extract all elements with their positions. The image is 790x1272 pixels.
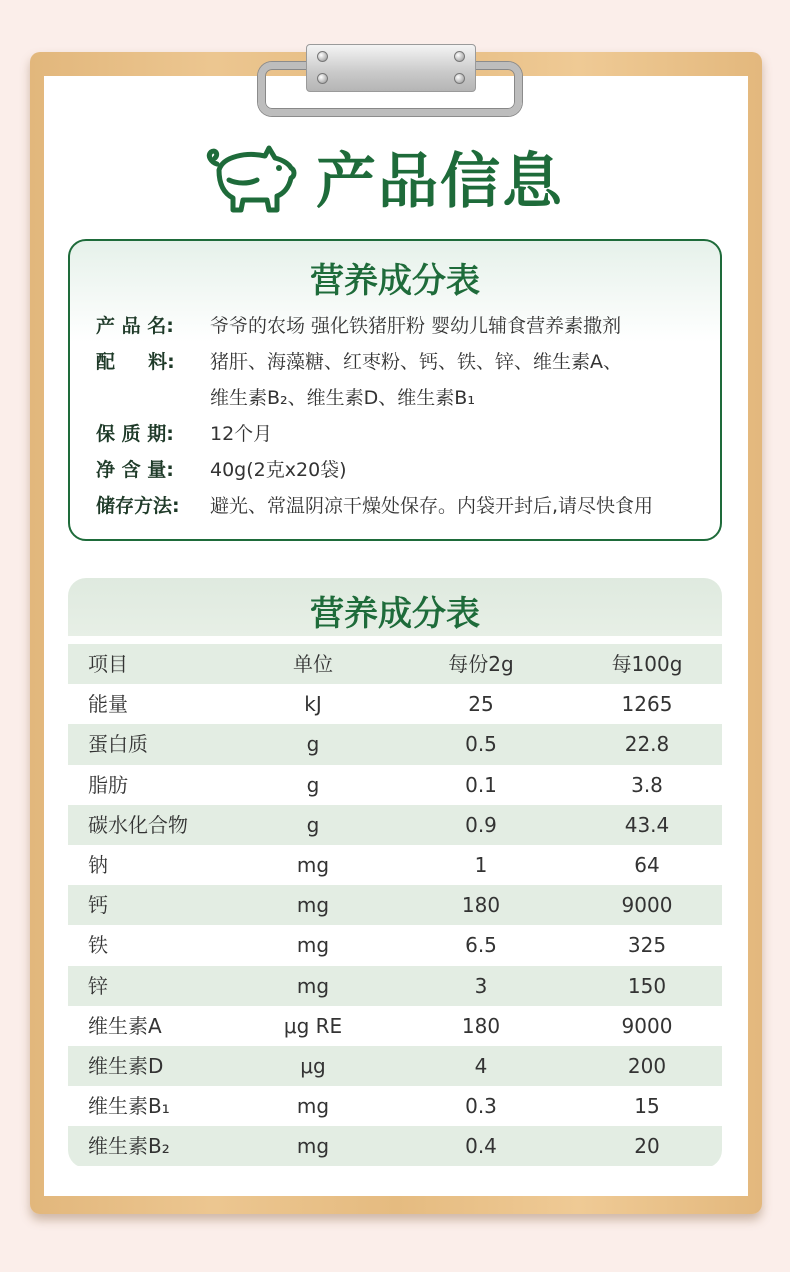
info-row-storage <box>96 488 653 524</box>
nutrition-table-header <box>68 578 722 636</box>
table-cell: 0.9 <box>465 812 497 837</box>
info-value: 12个月 <box>210 423 273 445</box>
table-cell: 铁 <box>88 933 108 958</box>
table-cell: μg RE <box>283 1013 343 1038</box>
table-cell: mg <box>296 852 330 877</box>
table-cell: μg <box>300 1053 326 1078</box>
nutrition-table <box>68 644 722 1166</box>
table-cell: g <box>306 812 320 837</box>
info-row-product-name <box>96 308 621 344</box>
clipboard-clip <box>306 44 476 92</box>
info-value: 40g(2克x20袋) <box>210 459 347 481</box>
table-row <box>68 845 722 885</box>
table-cell: 钠 <box>88 852 108 877</box>
table-cell: 64 <box>634 852 660 877</box>
table-cell: kJ <box>304 692 322 717</box>
table-row <box>68 1086 722 1126</box>
table-row <box>68 1006 722 1046</box>
info-label: 净 含 量: <box>96 459 174 481</box>
rivet-icon <box>317 51 328 62</box>
info-value: 维生素B₂、维生素D、维生素B₁ <box>210 387 475 409</box>
nutrition-table-title: 营养成分表 <box>310 594 480 634</box>
info-row-net-content <box>96 452 347 488</box>
table-cell: 180 <box>461 1013 501 1038</box>
rivet-icon <box>454 51 465 62</box>
table-cell: 0.1 <box>465 772 497 797</box>
table-cell: 200 <box>627 1053 667 1078</box>
table-row <box>68 966 722 1006</box>
table-row <box>68 805 722 845</box>
pig-icon <box>203 144 299 218</box>
column-header: 单位 <box>293 652 333 676</box>
table-cell: 脂肪 <box>88 772 128 797</box>
info-row-ingredients-cont <box>96 380 475 416</box>
table-cell: 325 <box>627 933 667 958</box>
table-cell: 维生素A <box>88 1013 162 1038</box>
nutrition-table-card <box>68 578 722 1168</box>
info-card-title: 营养成分表 <box>310 261 480 301</box>
table-cell: 20 <box>634 1134 660 1159</box>
rivet-icon <box>317 73 328 84</box>
table-cell: 3 <box>474 973 488 998</box>
table-row <box>68 1046 722 1086</box>
table-cell: 0.3 <box>465 1094 497 1119</box>
table-cell: 25 <box>468 692 494 717</box>
table-header-row <box>68 644 722 684</box>
table-cell: 4 <box>474 1053 488 1078</box>
info-label: 配 料: <box>96 351 175 373</box>
page-title: 产品信息 <box>316 147 564 217</box>
table-cell: 维生素D <box>88 1053 164 1078</box>
table-cell: 150 <box>627 973 667 998</box>
table-cell: g <box>306 772 320 797</box>
column-header: 每100g <box>611 652 683 676</box>
info-label: 储存方法: <box>96 495 180 517</box>
info-value: 爷爷的农场 强化铁猪肝粉 婴幼儿辅食营养素撒剂 <box>210 315 622 337</box>
table-cell: 维生素B₂ <box>88 1134 170 1159</box>
table-row <box>68 925 722 965</box>
column-header: 项目 <box>88 652 128 676</box>
table-row <box>68 684 722 724</box>
table-cell: 0.5 <box>465 732 497 757</box>
table-cell: mg <box>296 933 330 958</box>
table-cell: 180 <box>461 893 501 918</box>
table-cell: 6.5 <box>465 933 497 958</box>
product-info-card <box>68 239 722 541</box>
table-cell: g <box>306 732 320 757</box>
table-cell: 3.8 <box>631 772 663 797</box>
table-cell: mg <box>296 1134 330 1159</box>
table-row <box>68 765 722 805</box>
table-cell: 能量 <box>88 692 128 717</box>
table-row <box>68 885 722 925</box>
table-cell: 锌 <box>88 973 108 998</box>
table-row <box>68 724 722 764</box>
table-cell: 1 <box>474 852 488 877</box>
info-row-ingredients <box>96 344 622 380</box>
info-label: 保 质 期: <box>96 423 174 445</box>
column-header: 每份2g <box>448 652 514 676</box>
table-cell: 碳水化合物 <box>88 812 188 837</box>
table-cell: mg <box>296 1094 330 1119</box>
table-cell: 22.8 <box>624 732 670 757</box>
table-cell: 0.4 <box>465 1134 497 1159</box>
table-cell: 43.4 <box>624 812 670 837</box>
table-cell: 15 <box>634 1094 660 1119</box>
rivet-icon <box>454 73 465 84</box>
info-row-shelf-life <box>96 416 272 452</box>
table-cell: 钙 <box>88 893 108 918</box>
info-value: 猪肝、海藻糖、红枣粉、钙、铁、锌、维生素A、 <box>210 351 622 373</box>
table-cell: 9000 <box>621 893 673 918</box>
table-cell: mg <box>296 893 330 918</box>
table-cell: 维生素B₁ <box>88 1094 170 1119</box>
table-cell: mg <box>296 973 330 998</box>
table-row <box>68 1126 722 1166</box>
table-cell: 1265 <box>621 692 673 717</box>
table-cell: 9000 <box>621 1013 673 1038</box>
info-value: 避光、常温阴凉干燥处保存。内袋开封后,请尽快食用 <box>210 495 654 517</box>
info-label: 产 品 名: <box>96 315 174 337</box>
table-cell: 蛋白质 <box>88 732 148 757</box>
